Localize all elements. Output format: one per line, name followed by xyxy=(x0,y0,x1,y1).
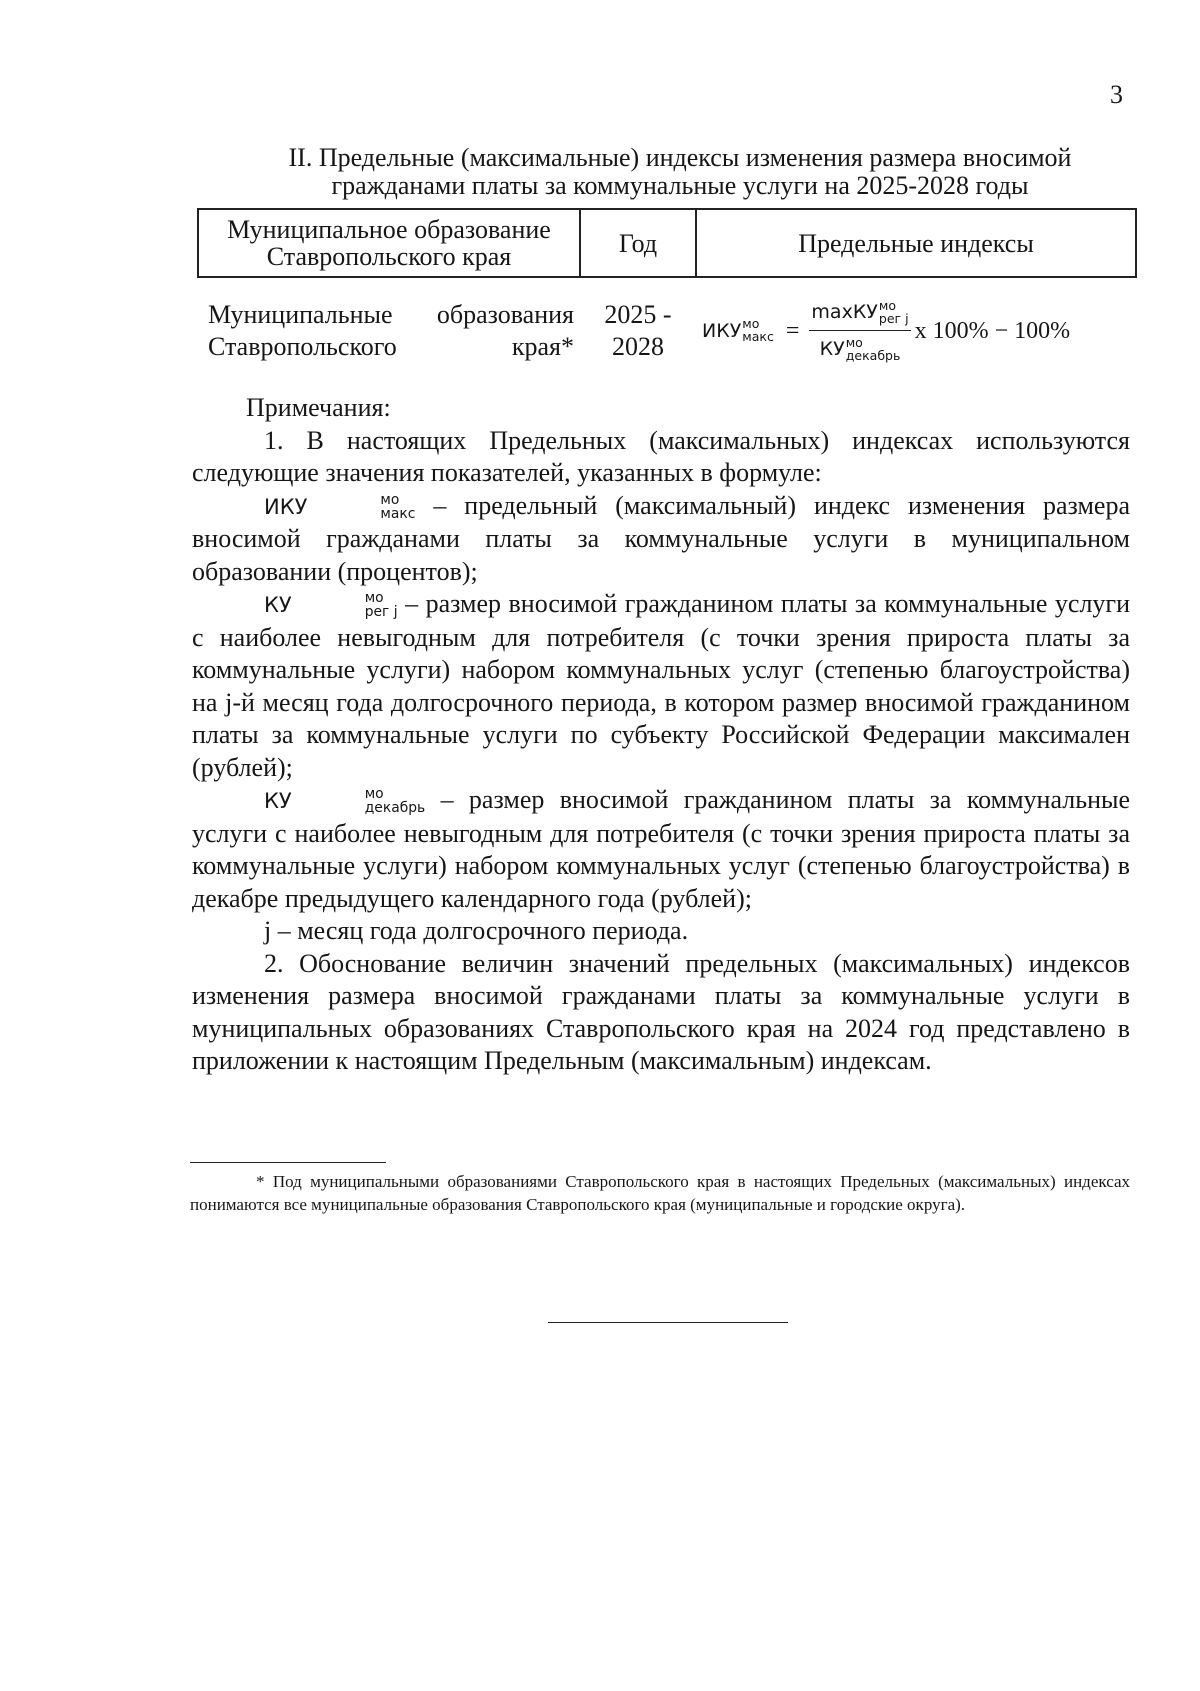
formula-num-scripts xyxy=(878,297,909,326)
formula-fraction xyxy=(809,296,910,365)
end-of-page-rule xyxy=(548,1322,788,1323)
def3-sup: мо xyxy=(364,786,384,803)
note-1: 1. В настоящих Предельных (максимальных) индексах используются следующие значения показателей, указанных в формуле: xyxy=(192,425,1130,487)
notes-section xyxy=(192,392,1130,1078)
column-header-year: Год xyxy=(580,209,696,277)
formula-den-base: КУ xyxy=(819,338,845,360)
cell-year: 2025 - 2028 xyxy=(604,299,672,361)
indices-table xyxy=(197,208,1137,365)
formula-numerator xyxy=(809,296,910,331)
definition-j: j – месяц года долгосрочного периода. xyxy=(264,916,689,945)
def1-sub: макс xyxy=(380,505,416,522)
cell-formula xyxy=(696,277,1136,365)
definition-ku-reg xyxy=(192,588,1130,784)
def1-sup: мо xyxy=(380,491,400,508)
formula-lhs-sub: макс xyxy=(742,329,774,344)
column-header-municipality: Муниципальное образование Ставропольского края xyxy=(198,209,580,277)
page-number: 3 xyxy=(1110,80,1123,109)
def3-sub: декабрь xyxy=(364,800,426,816)
formula-equals: = xyxy=(785,317,800,344)
column-header-indices: Предельные индексы xyxy=(696,209,1136,277)
formula-tail: x 100% − 100% xyxy=(914,317,1071,344)
formula-lhs xyxy=(702,315,774,347)
footnote: * Под муниципальными образованиями Ставропольского края в настоящих Предельных (максимальных) индексах понимаются все муниципальные образования Ставропольского края (муниципальные и городские округа). xyxy=(190,1172,1130,1214)
note-2: 2. Обоснование величин значений предельных (максимальных) индексов изменения размера вносимой гражданами платы за коммунальные услуги в муниципальных образованиях Ставропольского края на 2024 год представлено в приложении к настоящим Предельным (максимальным) индексам. xyxy=(192,948,1130,1075)
table-header-row xyxy=(198,209,1136,277)
definition-ku-december xyxy=(192,784,1130,915)
formula-num-sub: рег j xyxy=(878,310,909,326)
def3-text: – размер вносимой гражданином платы за коммунальные услуги с наиболее невыгодным для потребителя (с точки зрения прироста платы за коммунальные услуги) набором коммунальных услуг (степенью благоустройства) в декабре предыдущего календарного года (рублей); xyxy=(192,785,1130,913)
formula-denominator xyxy=(818,331,903,365)
formula-den-scripts xyxy=(845,334,901,363)
def2-text: – размер вносимой гражданином платы за коммунальные услуги с наиболее невыгодным для потребителя (с точки зрения прироста платы за коммунальные услуги) набором коммунальных услуг (степенью благоустройства) на j-й месяц года долгосрочного периода, в котором размер вносимой гражданином платы за коммунальные услуги по субъекту Российской Федерации максимален (рублей); xyxy=(192,589,1130,782)
def1-base: ИКУ xyxy=(264,494,308,519)
formula-num-base: maxКУ xyxy=(811,301,878,323)
formula-den-sub: декабрь xyxy=(845,347,901,363)
definition-iku xyxy=(192,490,1130,589)
section-title-line-1: II. Предельные (максимальные) индексы изменения размера вносимой xyxy=(288,143,1072,172)
formula-den-sup: мо xyxy=(845,334,863,350)
formula-lhs-base: ИКУ xyxy=(702,319,742,342)
def3-symbol xyxy=(264,786,426,816)
def2-scripts xyxy=(293,592,398,620)
section-title-line-2: гражданами платы за коммунальные услуги на 2025-2028 годы xyxy=(331,171,1029,200)
def1-scripts xyxy=(308,491,416,522)
formula-lhs-scripts xyxy=(742,318,774,343)
def2-base: КУ xyxy=(264,593,292,617)
def2-sup: мо xyxy=(364,590,384,607)
table-row xyxy=(198,277,1136,365)
def1-symbol xyxy=(264,491,416,522)
def3-base: КУ xyxy=(264,789,292,813)
index-formula xyxy=(702,296,1130,365)
cell-municipality: Муниципальные образования Ставропольского края* xyxy=(208,299,574,361)
def2-symbol xyxy=(264,590,398,620)
def2-sub: рег j xyxy=(364,604,398,620)
def1-text: – предельный (максимальный) индекс изменения размера вносимой гражданами платы за коммунальные услуги в муниципальном образовании (процентов); xyxy=(192,490,1130,586)
formula-lhs-sup: мо xyxy=(742,316,760,332)
notes-title: Примечания: xyxy=(246,393,391,422)
footnote-separator xyxy=(190,1162,386,1163)
formula-num-sup: мо xyxy=(878,297,897,313)
def3-scripts xyxy=(293,788,426,816)
